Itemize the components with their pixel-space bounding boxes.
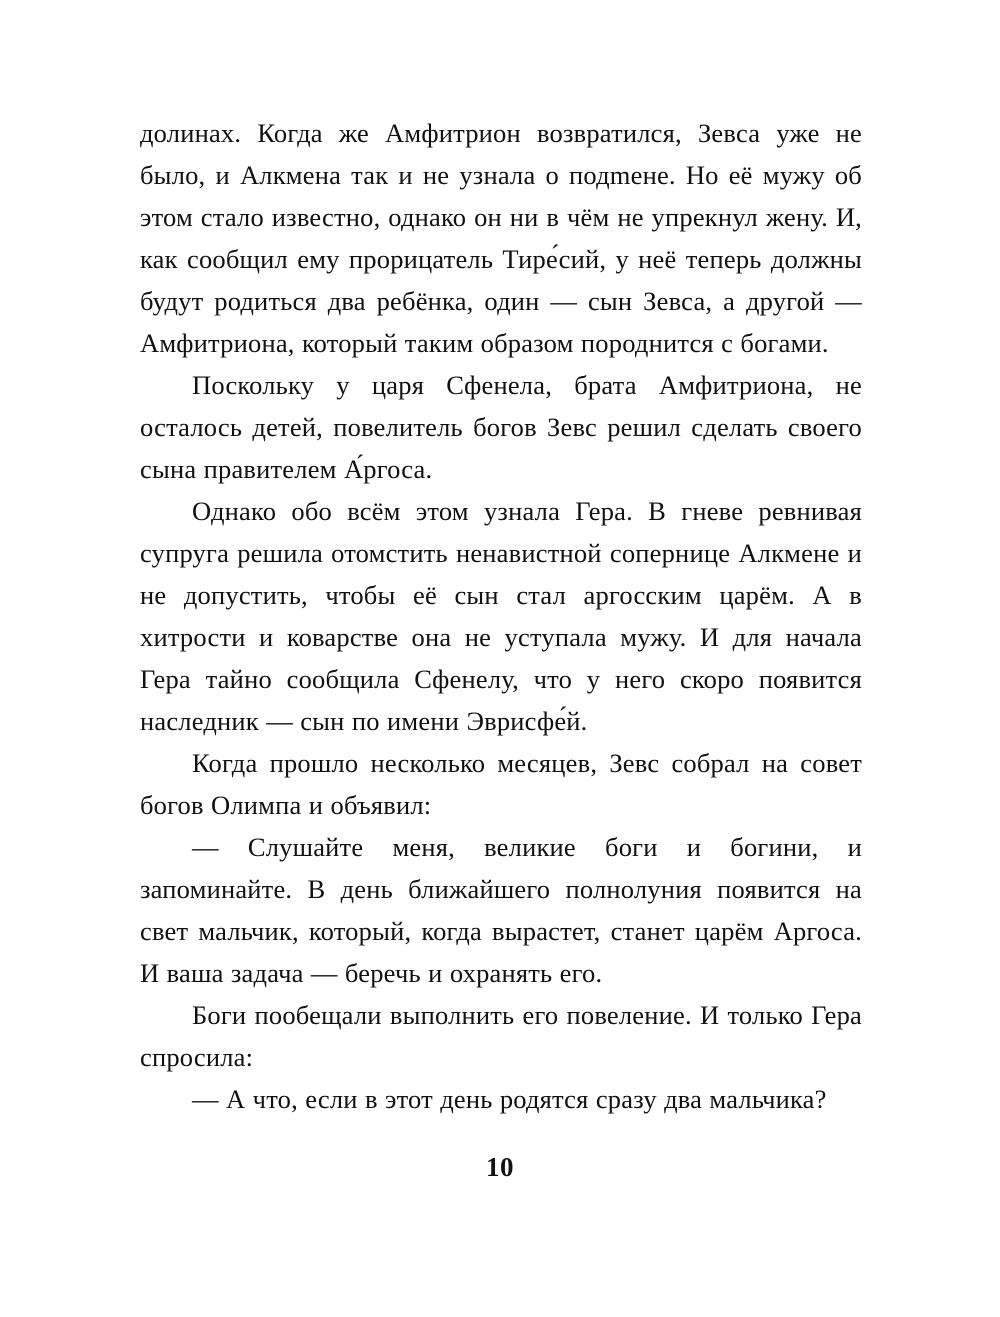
paragraph: Боги пообещали выполнить его повеление. И только Гера спросила: (140, 1000, 862, 1072)
paragraph: Когда прошло несколько месяцев, Зевс собрал на совет богов Олимпа и объявил: (140, 748, 862, 820)
page-number: 10 (486, 1152, 514, 1182)
paragraph: Однако обо всём этом узнала Гера. В гневе ревнивая супруга решила отомстить ненавистной сопернице Алкмене и не допустить, чтобы её сын стал аргосским царём. А в хитрости и коварстве она не уступала мужу. И для начала Гера тайно сообщила Сфенелу, что у него скоро появится наследник — сын по имени Эврисфе́й. (140, 496, 862, 736)
page-text-column (140, 112, 862, 1120)
paragraph: — Слушайте меня, великие боги и богини, и запоминайте. В день ближайшего полнолуния появится на свет мальчик, который, когда вырастет, станет царём Аргоса. И ваша задача — беречь и охранять его. (140, 832, 862, 988)
paragraph: — А что, если в этот день родятся сразу два мальчика? (192, 1084, 827, 1114)
paragraph: Поскольку у царя Сфенела, брата Амфитриона, не осталось детей, повелитель богов Зевс решил сделать своего сына правителем А́ргоса. (140, 370, 862, 484)
paragraph: долинах. Когда же Амфитрион возвратился, Зевса уже не было, и Алкмена так и не узнала о подmене. Но её мужу об этом стало известно, однако он ни в чём не упрекнул жену. И, как сообщил ему прорицатель Тире́сий, у неё теперь должны будут родиться два ребёнка, один — сын Зевса, а другой — Амфитриона, который таким образом породнится с богами. (140, 118, 862, 358)
